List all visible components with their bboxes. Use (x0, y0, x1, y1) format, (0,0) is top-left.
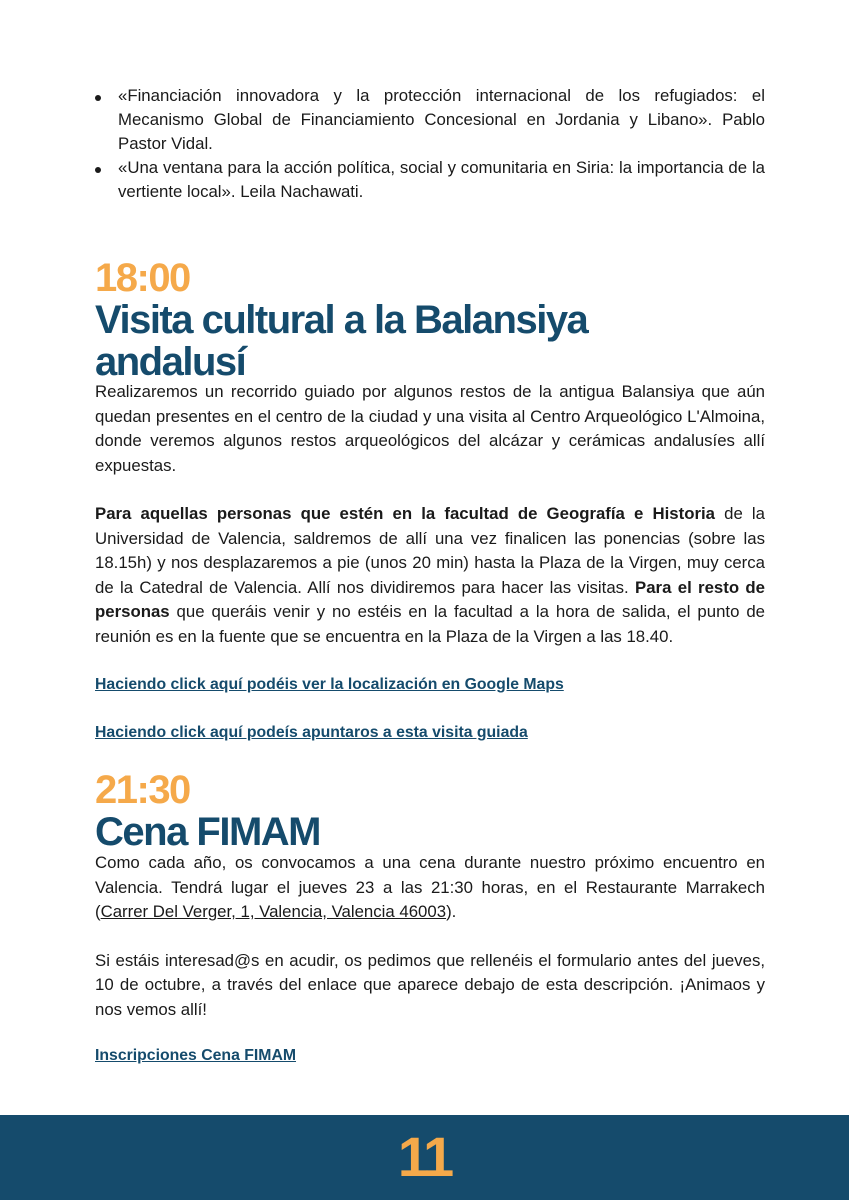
meeting-bold-faculty: Para aquellas personas que estén en la facultad de Geografía e Historia (95, 504, 715, 523)
meeting-bold-others: Para el resto de personas (95, 577, 765, 621)
bullet-icon (95, 167, 101, 173)
page-content (95, 84, 765, 1066)
reference-text: «Una ventana para la acción política, social y comunitaria en Siria: la importancia de la vertiente local». Leila Nachawati. (118, 158, 765, 201)
page-number: 11 (397, 1125, 452, 1188)
meeting-info (95, 502, 765, 649)
dinner-desc-before: Como cada año, os convocamos a una cena durante nuestro próximo encuentro en Valencia. Tendrá lugar el jueves 23 a las 21:30 horas, en el Restaurante Marrakech ( (95, 853, 765, 921)
visit-description: Realizaremos un recorrido guiado por algunos restos de la antigua Balansiya que aún quedan presentes en el centro de la ciudad y una visita al Centro Arqueológico L'Almoina, donde veremos algunos restos arqueológicos del alcázar y cerámicas andalusíes allí expuestas. (95, 382, 765, 475)
dinner-title: Cena FIMAM (95, 810, 320, 854)
meeting-text-faculty: de la Universidad de Valencia, saldremos de allí una vez finalicen las ponencias (sobre las 18.15h) y nos desplazaremos a pie (unos 20 min) hasta la Plaza de la Virgen, muy cerca de la Catedral de Valencia. Allí nos dividiremos para hacer las visitas. (95, 504, 765, 597)
dinner-description (95, 851, 765, 925)
restaurant-address-link[interactable]: Carrer Del Verger, 1, Valencia, Valencia 46003 (100, 902, 447, 921)
dinner-desc-after: ). (446, 902, 457, 921)
visit-signup-link[interactable]: Haciendo click aquí podeís apuntaros a esta visita guiada (95, 724, 528, 741)
dinner-signup-link[interactable]: Inscripciones Cena FIMAM (95, 1047, 297, 1064)
list-item (95, 156, 765, 204)
footer-bar (0, 1115, 849, 1200)
visit-title-line-2: andalusí (95, 340, 246, 384)
reference-text: «Financiación innovadora y la protección internacional de los refugiados: el Mecanismo Global de Financiamiento Concesional en Jordania y Libano». Pablo Pastor Vidal. (118, 86, 765, 153)
dinner-form-text: Si estáis interesad@s en acudir, os pedimos que rellenéis el formulario antes del jueves, 10 de octubre, a través del enlace que aparece debajo de esta descripción. ¡Animaos y nos vemos allí! (95, 950, 765, 1019)
visit-title-line-1: Visita cultural a la Balansiya (95, 298, 588, 342)
bullet-icon (95, 95, 101, 101)
list-item (95, 84, 765, 156)
meeting-text-others: que queráis venir y no estéis en la facultad a la hora de salida, el punto de reunión es en la fuente que se encuentra en la Plaza de la Virgen a las 18.40. (95, 602, 765, 646)
reference-list (95, 84, 765, 204)
google-maps-link[interactable]: Haciendo click aquí podéis ver la localización en Google Maps (95, 676, 564, 693)
visit-time: 18:00 (95, 256, 190, 300)
dinner-time: 21:30 (95, 768, 190, 812)
